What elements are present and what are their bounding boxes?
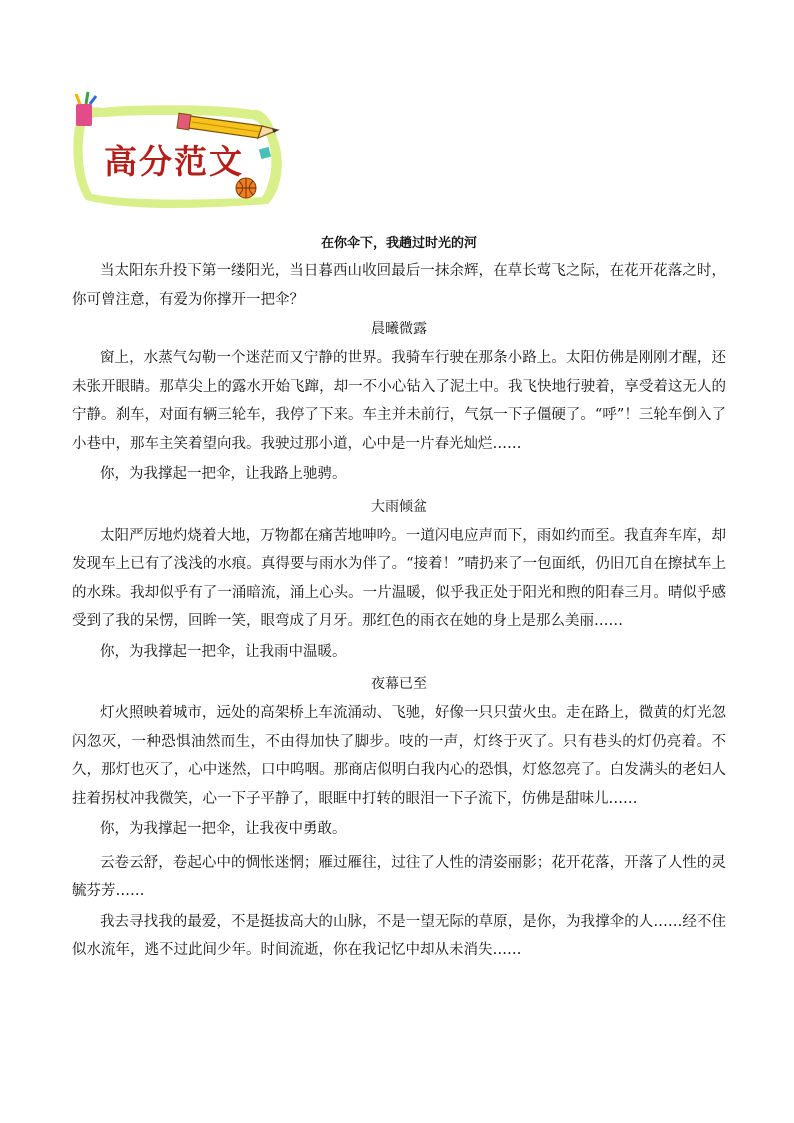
section-heading: 晨曦微露 bbox=[371, 321, 427, 337]
conclusion-paragraph: 我去寻找我的最爱，不是挺拔高大的山脉，不是一望无际的草原，是你，为我撑伞的人……经不住似水流年，逃不过此间少年。时间流逝，你在我记忆中却从未消失…… bbox=[72, 913, 726, 958]
section-body: 灯火照映着城市，远处的高架桥上车流涌动、飞驰，好像一只只萤火虫。走在路上，微黄的灯光忽闪忽灭，一种恐惧油然而生，不由得加快了脚步。吱的一声，灯终于灭了。只有巷头的灯仍亮着。不久，那灯也灭了，心中迷然，口中呜咽。那商店似明白我内心的恐惧，灯悠忽亮了。白发满头的老妇人拄着拐杖冲我微笑，心一下子平静了，眼眶中打转的眼泪一下子流下，仿佛是甜味儿…… bbox=[72, 705, 726, 807]
essay bbox=[72, 232, 726, 967]
section-closing: 你，为我撑起一把伞，让我路上驰骋。 bbox=[100, 466, 347, 482]
section-closing: 你，为我撑起一把伞，让我雨中温暖。 bbox=[100, 643, 347, 660]
section-heading: 夜幕已至 bbox=[371, 676, 427, 692]
badge-title: 高分范文 bbox=[104, 142, 244, 181]
conclusion-paragraph: 云卷云舒，卷起心中的惆怅迷惘；雁过雁往，过往了人性的清姿丽影；花开花落，开落了人性的灵毓芬芳…… bbox=[72, 854, 726, 899]
section-body: 窗上，水蒸气勾勒一个迷茫而又宁静的世界。我骑车行驶在那条小路上。太阳仿佛是刚刚才醒，还未张开眼睛。那草尖上的露水开始飞蹿，却一不小心钻入了泥土中。我飞快地行驶着，享受着这无人的宁静。刹车，对面有辆三轮车，我停了下来。车主并未前行，气氛一下子僵硬了。“呼”！三轮车倒入了小巷中，那车主笑着望向我。我驶过那小道，心中是一片春光灿烂…… bbox=[72, 350, 726, 452]
essay-title: 在你伞下，我趟过时光的河 bbox=[320, 236, 477, 251]
section-heading: 大雨倾盆 bbox=[371, 498, 427, 515]
section-closing: 你，为我撑起一把伞，让我夜中勇敢。 bbox=[100, 821, 347, 837]
fanwen-badge bbox=[72, 100, 284, 210]
essay-intro: 当太阳东升投下第一缕阳光，当日暮西山收回最后一抹余辉，在草长莺飞之际，在花开花落之时，你可曾注意，有爱为你撑开一把伞？ bbox=[72, 263, 726, 308]
section-body: 太阳严厉地灼烧着大地，万物都在痛苦地呻吟。一道闪电应声而下，雨如约而至。我直奔车库，却发现车上已有了浅浅的水痕。真得要与雨水为伴了。“接着！”晴扔来了一包面纸，仍旧兀自在擦拭车上的水珠。我却似乎有了一涌暗流，涌上心头。一片温暖，似乎我正处于阳光和煦的阳春三月。晴似乎感受到了我的呆愣，回眸一笑，眼弯成了月牙。那红色的雨衣在她的身上是那么美丽…… bbox=[72, 527, 726, 629]
